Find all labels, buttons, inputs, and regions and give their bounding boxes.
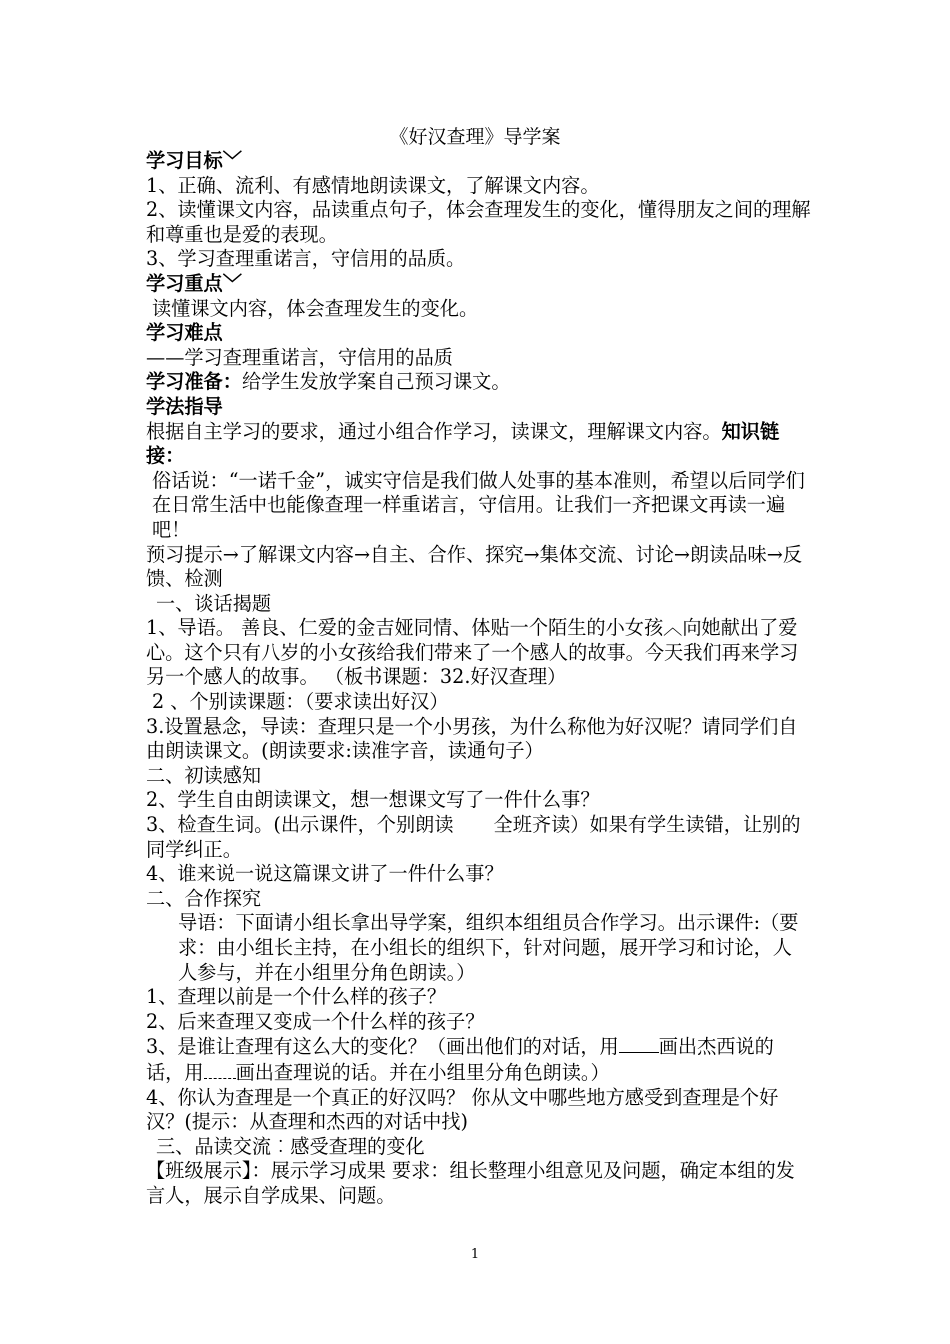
part2-item-3-start: 3、检查生词。(出示课件，个别朗读 xyxy=(146,813,454,837)
document-title: 《好汉查理》导学案 xyxy=(389,126,561,148)
prep-text: 给学生发放学案自己预习课文。 xyxy=(241,370,511,394)
part2-item-2: 2、学生自由朗读课文，想一想课文写了一件什么事？ xyxy=(146,788,600,812)
part1-heading: 一、谈话揭题 xyxy=(156,591,272,615)
part2-heading: 二、初读感知 xyxy=(146,763,262,787)
part3-question-3 xyxy=(146,1034,811,1085)
part1-item-2: 2 、个别读课题：（要求读出好汉） xyxy=(152,690,449,714)
part3-question-1: 1、查理以前是一个什么样的孩子？ xyxy=(146,985,447,1009)
goal-3: 3、学习查理重诺言，守信用的品质。 xyxy=(146,247,466,271)
prep-paragraph xyxy=(146,370,811,395)
key-heading: 学习重点﹀ xyxy=(146,271,242,295)
difficulty-heading: 学习难点 xyxy=(146,321,223,345)
goal-2: 2、读懂课文内容，品读重点句子，体会查理发生的变化，懂得朋友之间的理解和尊重也是爱的表现。 xyxy=(146,198,811,246)
part3-question-4: 4、你认为查理是一个真正的好汉吗？ 你从文中哪些地方感受到查理是个好汉？(提示：从查理和杰西的对话中找) xyxy=(146,1085,779,1134)
link-heading: 知识链接： xyxy=(146,419,780,468)
part3-question-3-b: 画出杰西说的话，用 xyxy=(146,1035,774,1084)
part3-intro: 导语：下面请小组长拿出导学案，组织本组组员合作学习。出示课件:（要求：由小组长主持，在小组长的组织下，针对问题，展开学习和讨论，人人参与，并在小组里分角色朗读。） xyxy=(178,911,799,984)
page-number: 1 xyxy=(470,1247,480,1262)
part3-question-2: 2、后来查理又变成一个什么样的孩子？ xyxy=(146,1009,485,1033)
part2-item-3 xyxy=(146,813,811,862)
dashed-underline-sample xyxy=(204,1060,236,1079)
difficulty-text: ——学习查理重诺言，守信用的品质 xyxy=(146,345,453,369)
document-body xyxy=(146,149,811,1209)
solid-underline-sample xyxy=(619,1034,659,1053)
part3-heading: 二、合作探究 xyxy=(146,886,262,910)
part4-text: 【班级展示】：展示学习成果 要求：组长整理小组意见及问题，确定本组的发言人，展示自学成果、问题。 xyxy=(146,1159,795,1207)
method-heading: 学法指导 xyxy=(146,394,223,418)
part2-item-3-end: 全班齐读）如果有学生读错，让别的同学纠正。 xyxy=(146,813,801,861)
part3-question-3-a: 3、是谁让查理有这么大的变化？（画出他们的对话，用 xyxy=(146,1035,619,1059)
part3-question-3-c: 画出查理说的话。并在小组里分角色朗读。） xyxy=(235,1060,610,1084)
part2-item-4: 4、谁来说一说这篇课文讲了一件什么事？ xyxy=(146,862,504,886)
goal-1: 1、正确、流利、有感情地朗读课文，了解课文内容。 xyxy=(146,173,600,197)
part1-item-3: 3.设置悬念，导读：查理只是一个小男孩，为什么称他为好汉呢？请同学们自由朗读课文。(朗读要求:读准字音，读通句子） xyxy=(146,714,798,763)
key-text: 读懂课文内容，体会查理发生的变化。 xyxy=(152,296,479,320)
preview-text: 预习提示→了解课文内容→自主、合作、探究→集体交流、讨论→朗读品味→反馈、检测 xyxy=(146,542,803,591)
method-paragraph xyxy=(146,420,811,469)
part1-item-1: 1、导语。 善良、仁爱的金吉娅同情、体贴一个陌生的小女孩︿向她献出了爱心。这个只有八岁的小女孩给我们带来了一个感人的故事。今天我们再来学习另一个感人的故事。 （板书课题：32.好汉查理） xyxy=(146,616,799,689)
goals-heading: 学习目标﹀ xyxy=(146,149,242,172)
part4-heading: 三、品读交流︰感受查理的变化 xyxy=(156,1134,425,1158)
prep-heading: 学习准备： xyxy=(146,370,242,394)
method-text: 根据自主学习的要求，通过小组合作学习，读课文，理解课文内容。 xyxy=(146,419,722,443)
link-text: 俗话说：“一诺千金”，诚实守信是我们做人处事的基本准则，希望以后同学们在日常生活中也能像查理一样重诺言，守信用。让我们一齐把课文再读一遍吧！ xyxy=(152,468,805,541)
